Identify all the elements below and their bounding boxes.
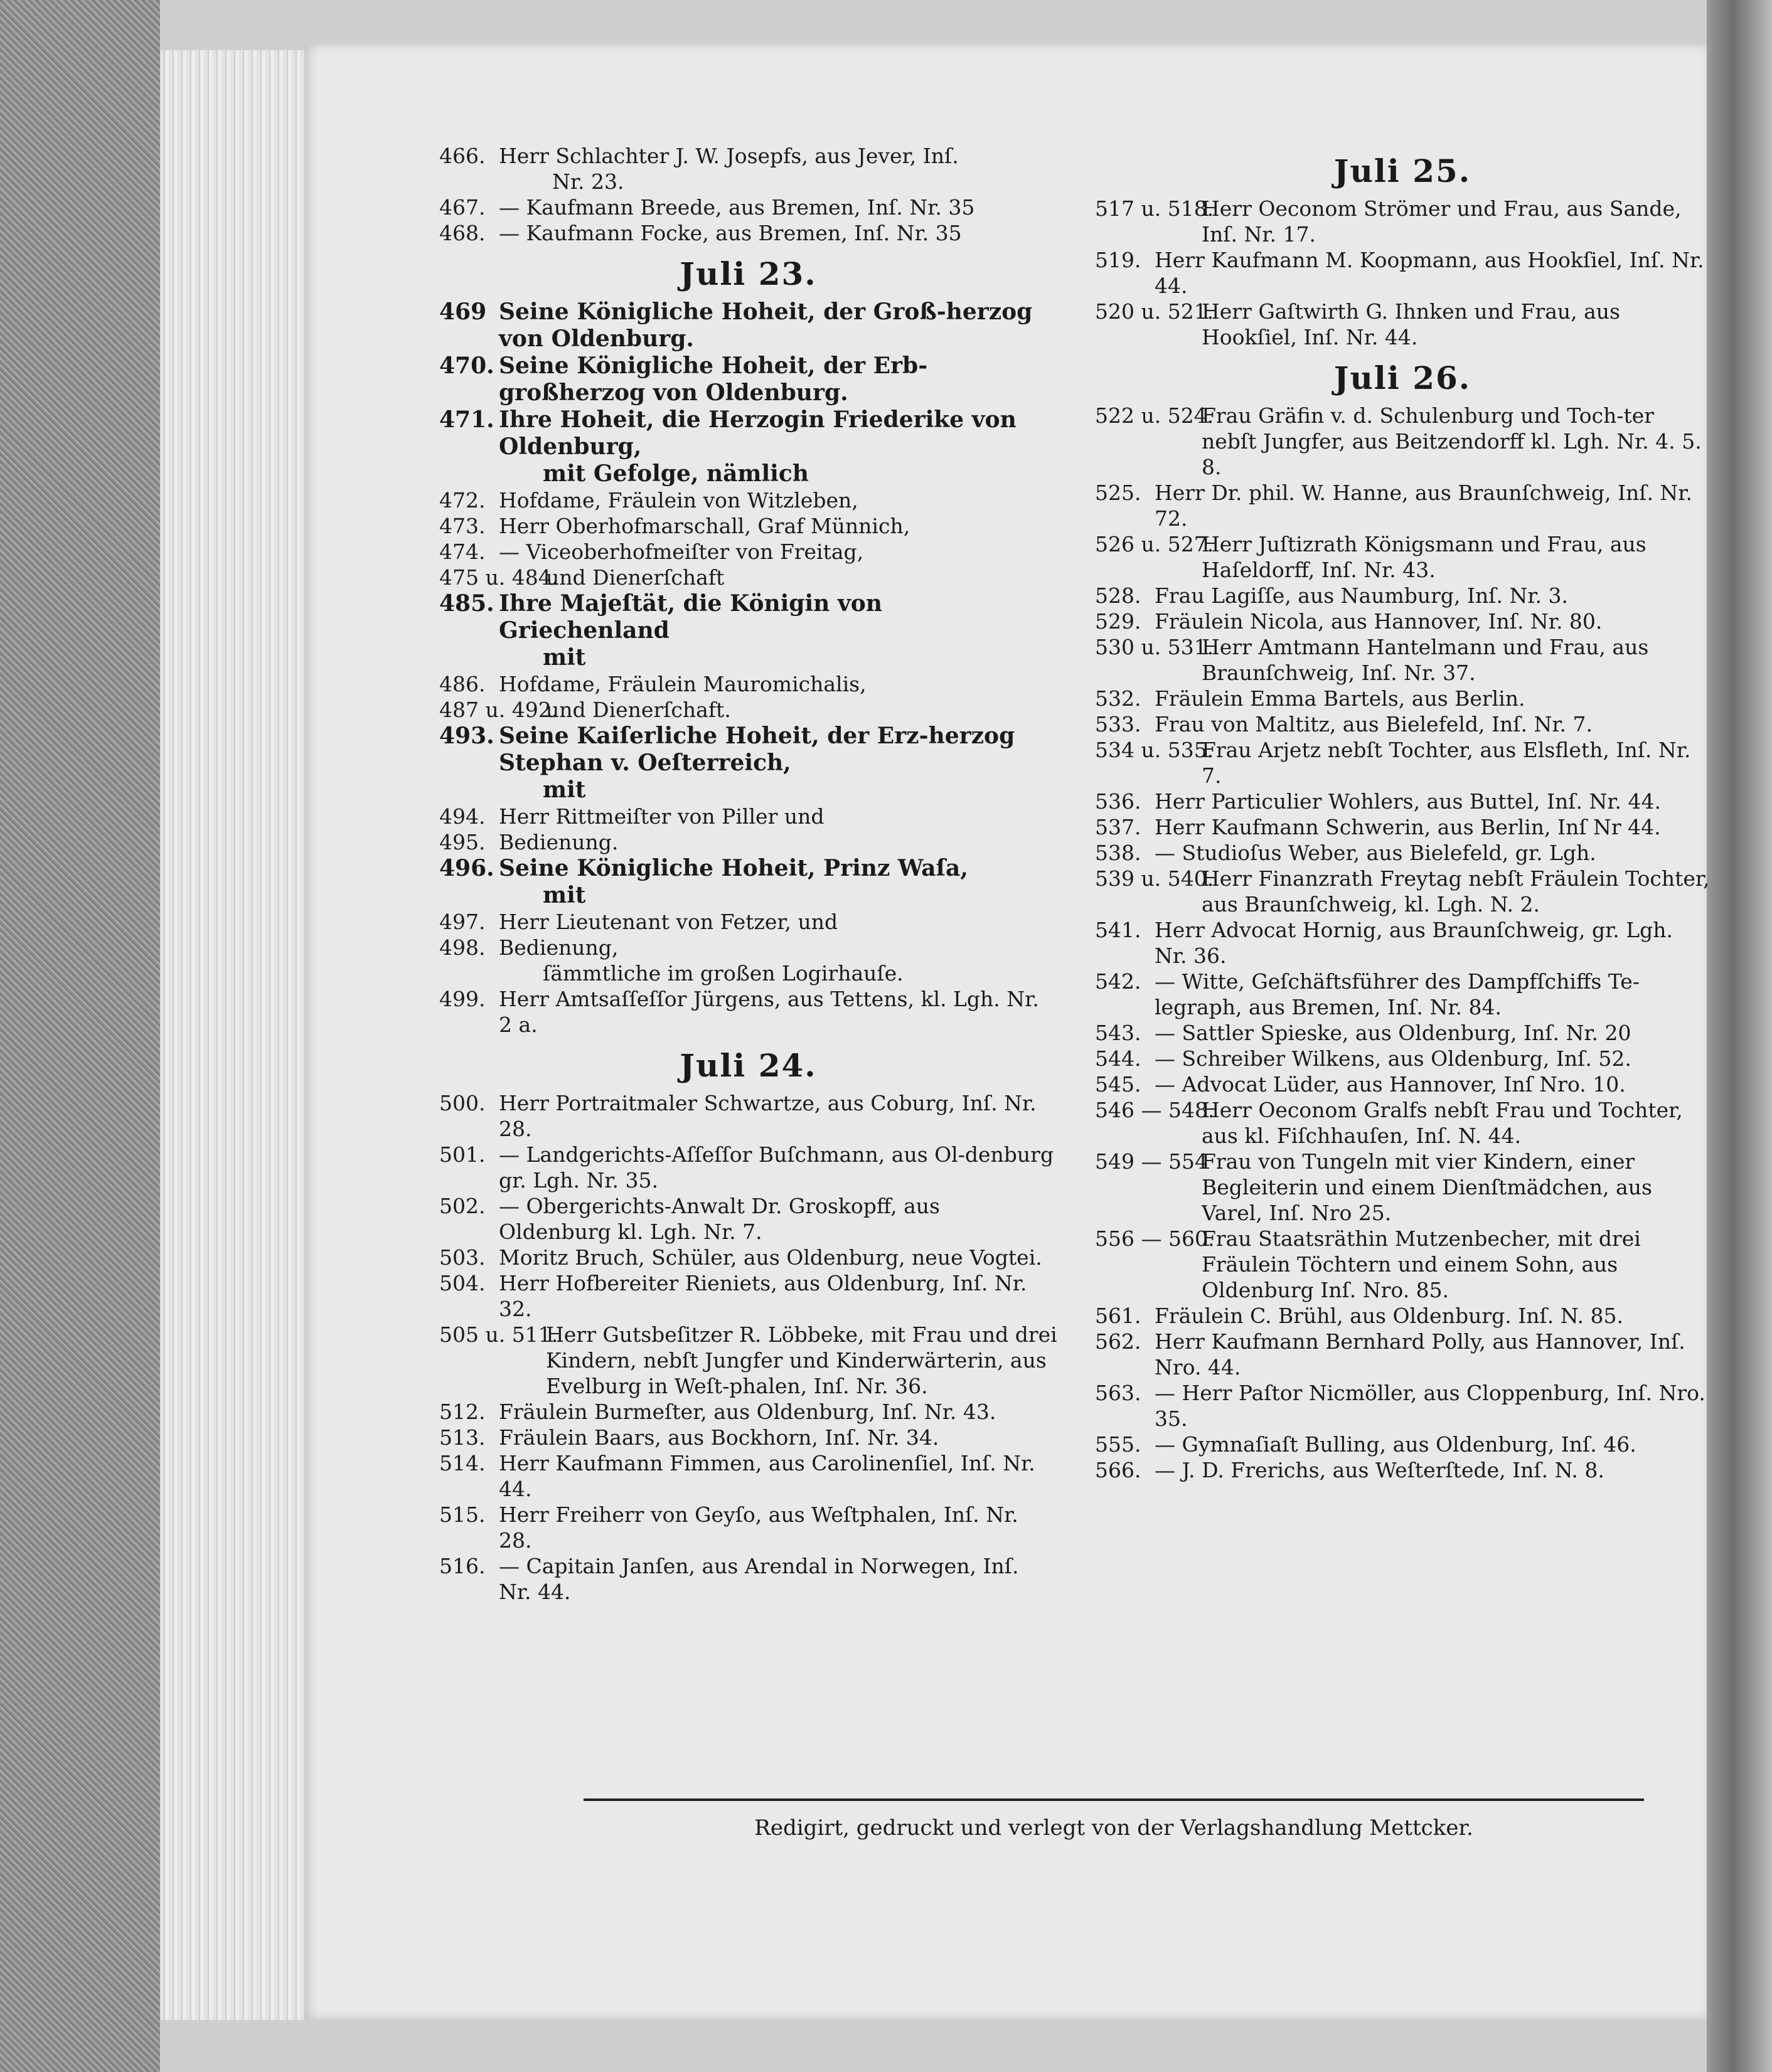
entry-number: 534 u. 535.	[1095, 738, 1214, 762]
guest-entry	[1095, 789, 1710, 814]
guest-entry	[1095, 403, 1710, 480]
entry-text: Herr Kaufmann M. Koopmann, aus Hookſiel, Inſ. Nr. 44.	[1155, 248, 1704, 298]
entry-number: 520 u. 521.	[1095, 299, 1214, 324]
guest-entry	[1095, 299, 1710, 350]
guest-entry	[439, 909, 1057, 935]
entry-text: — Landgerichts-Aſſeſſor Buſchmann, aus Ol-denburg gr. Lgh. Nr. 35.	[499, 1142, 1054, 1193]
guest-entry	[1095, 814, 1710, 840]
date-heading: Juli 25.	[1333, 152, 1471, 189]
entry-text: Herr Kaufmann Schwerin, aus Berlin, Inſ Nr 44.	[1155, 815, 1661, 839]
guest-entry	[1095, 1071, 1710, 1097]
entry-number: 502.	[439, 1194, 486, 1218]
entry-text: Herr Gaſtwirth G. Ihnken und Frau, aus Hookſiel, Inſ. Nr. 44.	[1202, 299, 1620, 349]
guest-entry	[439, 406, 1057, 487]
entry-number: 504.	[439, 1271, 486, 1295]
guest-entry	[1095, 1046, 1710, 1071]
entry-text: Herr Juſtizrath Königsmann und Frau, aus Haſeldorff, Inſ. Nr. 43.	[1202, 532, 1647, 582]
entry-text: Frau von Maltitz, aus Bielefeld, Inſ. Nr. 7.	[1155, 712, 1593, 736]
guest-entry	[1095, 866, 1710, 917]
guest-entry	[439, 855, 1057, 909]
guest-entry	[1095, 583, 1710, 608]
entry-text: — Gymnaſiaſt Bulling, aus Oldenburg, Inſ. 46.	[1155, 1432, 1636, 1457]
guest-entry	[1095, 1380, 1710, 1432]
guest-entry	[439, 1142, 1057, 1193]
guest-entry	[439, 1322, 1057, 1399]
entry-number: 498.	[439, 935, 486, 960]
date-heading: Juli 26.	[1333, 359, 1471, 396]
guest-entry	[1095, 1432, 1710, 1457]
guest-entry	[1095, 686, 1710, 711]
entry-number: 487 u. 492.	[439, 698, 558, 722]
entry-text: Seine Kaiſerliche Hoheit, der Erz-herzog Stephan v. Oeſterreich,	[499, 723, 1015, 776]
entry-text: Herr Oeconom Gralfs nebſt Frau und Tochter, aus kl. Fiſchhauſen, Inſ. N. 44.	[1202, 1098, 1683, 1148]
entry-number: 519.	[1095, 248, 1141, 272]
guest-entry	[439, 829, 1057, 855]
entry-number: 467.	[439, 195, 486, 220]
entry-number: 499.	[439, 987, 486, 1011]
entry-number: 562.	[1095, 1329, 1141, 1354]
guest-entry	[1095, 711, 1710, 737]
entry-number: 470.	[439, 353, 494, 379]
entry-number: 501.	[439, 1142, 486, 1167]
entry-text: Herr Gutsbeſitzer R. Löbbeke, mit Frau und drei Kindern, nebſt Jungfer und Kinderwärterin, aus Evelburg in Weſt-phalen, Inſ. Nr. 36.	[546, 1322, 1057, 1398]
guest-entry	[439, 565, 1057, 590]
entry-text: — Witte, Geſchäftsführer des Dampfſchiffs Te-legraph, aus Bremen, Inſ. Nr. 84.	[1155, 969, 1640, 1019]
entry-number: 522 u. 524.	[1095, 403, 1214, 428]
entry-text: Herr Amtsaſſeſſor Jürgens, aus Tettens, kl. Lgh. Nr. 2 a.	[499, 987, 1039, 1037]
guest-entry	[1095, 1226, 1710, 1303]
entry-text: und Dienerſchaft	[546, 565, 725, 590]
guest-entry	[1095, 247, 1710, 299]
guest-entry	[439, 1245, 1057, 1270]
guest-entry	[439, 804, 1057, 829]
entry-number: 542.	[1095, 969, 1141, 994]
guest-entry	[1095, 1303, 1710, 1329]
entry-number: 495.	[439, 830, 486, 854]
right-column	[1095, 143, 1710, 1483]
guest-entry	[439, 590, 1057, 671]
entry-text: — Kaufmann Focke, aus Bremen, Inſ. Nr. 35	[499, 221, 962, 245]
entry-text: Herr Particulier Wohlers, aus Buttel, Inſ. Nr. 44.	[1155, 789, 1661, 814]
guest-entry	[439, 353, 1057, 406]
entry-number: 515.	[439, 1502, 486, 1527]
entry-text: — Schreiber Wilkens, aus Oldenburg, Inſ. 52.	[1155, 1046, 1631, 1071]
entry-number: 514.	[439, 1451, 486, 1475]
entry-number: 555.	[1095, 1432, 1141, 1457]
entry-number: 466.	[439, 144, 486, 168]
entry-text: Hofdame, Fräulein von Witzleben,	[499, 488, 858, 513]
entry-number: 516.	[439, 1554, 486, 1578]
entry-number: 512.	[439, 1400, 486, 1424]
guest-entry	[1095, 840, 1710, 866]
entry-number: 530 u. 531.	[1095, 635, 1214, 659]
entry-text: Herr Oeconom Strömer und Frau, aus Sande, Inſ. Nr. 17.	[1202, 196, 1682, 247]
entry-text: — Herr Paſtor Nicmöller, aus Cloppenburg, Inſ. Nro. 35.	[1155, 1381, 1705, 1431]
date-heading: Juli 24.	[680, 1047, 817, 1084]
entry-number: 505 u. 511.	[439, 1322, 558, 1347]
entry-number: 539 u. 540.	[1095, 866, 1214, 891]
entry-number: 486.	[439, 672, 486, 696]
guest-entry	[1095, 480, 1710, 531]
entry-text: Frau Gräfin v. d. Schulenburg und Toch-ter nebſt Jungfer, aus Beitzendorff kl. Lgh. Nr. 4. 5. 8.	[1202, 403, 1702, 479]
guest-entry	[1095, 969, 1710, 1020]
entry-text: — Sattler Spieske, aus Oldenburg, Inſ. Nr. 20	[1155, 1021, 1631, 1045]
entry-text: Herr Amtmann Hantelmann und Frau, aus Braunſchweig, Inſ. Nr. 37.	[1202, 635, 1649, 685]
guest-entry	[1095, 196, 1710, 247]
left-column	[439, 143, 1057, 1605]
entry-text: Fräulein Nicola, aus Hannover, Inſ. Nr. 80.	[1155, 609, 1603, 634]
guest-entry	[439, 1553, 1057, 1605]
entry-subline: mit	[543, 644, 586, 671]
entry-number: 532.	[1095, 686, 1141, 711]
entry-number: 533.	[1095, 712, 1141, 736]
entry-number: 528.	[1095, 583, 1141, 608]
entry-number: 500.	[439, 1091, 486, 1115]
entry-text: Frau Staatsräthin Mutzenbecher, mit drei Fräulein Töchtern und einem Sohn, aus Oldenburg Inſ. Nro. 85.	[1202, 1226, 1641, 1302]
guest-entry	[439, 1502, 1057, 1553]
guest-entry	[1095, 737, 1710, 789]
entry-number: 561.	[1095, 1304, 1141, 1328]
guest-entry	[439, 1090, 1057, 1142]
entry-text: Herr Freiherr von Geyſo, aus Weſtphalen, Inſ. Nr. 28.	[499, 1502, 1018, 1553]
guest-entry	[439, 935, 1057, 986]
entry-text: — Studioſus Weber, aus Bielefeld, gr. Lgh.	[1155, 841, 1596, 865]
entry-number: 545.	[1095, 1072, 1141, 1097]
entry-text: Herr Kaufmann Bernhard Polly, aus Hannover, Inſ. Nro. 44.	[1155, 1329, 1685, 1379]
entry-text: Herr Finanzrath Freytag nebſt Fräulein Tochter, aus Braunſchweig, kl. Lgh. N. 2.	[1202, 866, 1710, 916]
guest-entry	[439, 986, 1057, 1038]
guest-entry	[439, 1193, 1057, 1245]
entry-text: — J. D. Frerichs, aus Weſterſtede, Inſ. N. 8.	[1155, 1458, 1604, 1482]
entry-subline: mit	[543, 777, 586, 803]
entry-number: 468.	[439, 221, 486, 245]
entry-text: Frau von Tungeln mit vier Kindern, einer Begleiterin und einem Dienſtmädchen, aus Varel, Inſ. Nro 25.	[1202, 1149, 1652, 1225]
entry-number: 546 — 548.	[1095, 1098, 1215, 1122]
entry-number: 538.	[1095, 841, 1141, 865]
entry-text: — Advocat Lüder, aus Hannover, Inſ Nro. 10.	[1155, 1072, 1626, 1097]
entry-text: — Viceoberhofmeiſter von Freitag,	[499, 539, 864, 564]
entry-text: — Obergerichts-Anwalt Dr. Groskopff, aus Oldenburg kl. Lgh. Nr. 7.	[499, 1194, 940, 1244]
entry-text: — Capitain Janſen, aus Arendal in Norwegen, Inſ. Nr. 44.	[499, 1554, 1019, 1604]
entry-text: Herr Rittmeiſter von Piller und	[499, 804, 825, 829]
entry-number: 541.	[1095, 918, 1141, 942]
entry-subline: mit	[543, 882, 586, 908]
entry-number: 475 u. 484.	[439, 565, 558, 590]
entry-number: 543.	[1095, 1021, 1141, 1045]
entry-number: 472.	[439, 488, 486, 513]
guest-entry	[439, 1399, 1057, 1425]
entry-text: Herr Schlachter J. W. Josepfs, aus Jever, Inſ.	[499, 144, 959, 168]
entry-text: Herr Lieutenant von Fetzer, und	[499, 910, 838, 934]
book-spine	[0, 0, 160, 2072]
entry-number: 469	[439, 299, 487, 325]
entry-number: 513.	[439, 1425, 486, 1450]
date-heading: Juli 23.	[680, 255, 817, 292]
entry-text: Moritz Bruch, Schüler, aus Oldenburg, neue Vogtei.	[499, 1245, 1042, 1270]
guest-entry	[439, 1450, 1057, 1502]
guest-entry	[439, 1425, 1057, 1450]
entry-number: 517 u. 518.	[1095, 196, 1214, 221]
guest-entry	[1095, 1149, 1710, 1226]
guest-entry	[1095, 531, 1710, 583]
entry-number: 566.	[1095, 1458, 1141, 1482]
guest-entry	[1095, 1457, 1710, 1483]
entry-subline: ſämmtliche im großen Logirhauſe.	[543, 961, 904, 986]
guest-entry	[439, 723, 1057, 804]
entry-text: Bedienung,	[499, 935, 619, 960]
entry-text: Frau Arjetz nebſt Tochter, aus Elsfleth, Inſ. Nr. 7.	[1202, 738, 1691, 788]
guest-entry	[439, 1270, 1057, 1322]
entry-number: 474.	[439, 539, 486, 564]
entry-text: Frau Lagiſſe, aus Naumburg, Inſ. Nr. 3.	[1155, 583, 1568, 608]
entry-text: Fräulein C. Brühl, aus Oldenburg. Inſ. N. 85.	[1155, 1304, 1623, 1328]
guest-entry	[1095, 634, 1710, 686]
guest-entry	[439, 220, 1057, 246]
guest-entry	[1095, 917, 1710, 969]
entry-text: Herr Dr. phil. W. Hanne, aus Braunſchweig, Inſ. Nr. 72.	[1155, 481, 1692, 531]
imprint-footer: Redigirt, gedruckt und verlegt von der Verlagshandlung Mettcker.	[754, 1815, 1473, 1841]
page-edges	[160, 50, 306, 2020]
guest-entry	[1095, 1329, 1710, 1380]
entry-text: Herr Portraitmaler Schwartze, aus Coburg, Inſ. Nr. 28.	[499, 1091, 1037, 1141]
entry-number: 494.	[439, 804, 486, 829]
guest-entry	[439, 194, 1057, 220]
entry-number: 485.	[439, 590, 494, 617]
entry-text: — Kaufmann Breede, aus Bremen, Inſ. Nr. 35	[499, 195, 975, 220]
entry-number: 529.	[1095, 609, 1141, 634]
guest-entry	[1095, 1020, 1710, 1046]
guest-entry	[439, 539, 1057, 565]
entry-subline: mit Gefolge, nämlich	[543, 460, 809, 487]
entry-text: Ihre Hoheit, die Herzogin Friederike von Oldenburg,	[499, 406, 1017, 460]
guest-entry	[439, 671, 1057, 697]
guest-entry	[1095, 1097, 1710, 1149]
entry-number: 537.	[1095, 815, 1141, 839]
guest-entry	[439, 143, 1057, 194]
guest-entry	[439, 513, 1057, 539]
entry-text: Bedienung.	[499, 830, 619, 854]
entry-text: Seine Königliche Hoheit, Prinz Waſa,	[499, 855, 968, 881]
entry-number: 473.	[439, 514, 486, 538]
entry-number: 503.	[439, 1245, 486, 1270]
entry-text: Hofdame, Fräulein Mauromichalis,	[499, 672, 867, 696]
guest-entry	[1095, 608, 1710, 634]
entry-number: 536.	[1095, 789, 1141, 814]
guest-entry	[439, 487, 1057, 513]
entry-continuation: Nr. 23.	[552, 169, 624, 194]
entry-number: 525.	[1095, 481, 1141, 505]
guest-entry	[439, 697, 1057, 723]
entry-number: 544.	[1095, 1046, 1141, 1071]
entry-number: 526 u. 527.	[1095, 532, 1214, 556]
entry-text: Ihre Majeſtät, die Königin von Griechenland	[499, 590, 882, 644]
entry-text: Fräulein Burmeſter, aus Oldenburg, Inſ. Nr. 43.	[499, 1400, 996, 1424]
entry-number: 556 — 560.	[1095, 1226, 1215, 1251]
entry-number: 563.	[1095, 1381, 1141, 1405]
entry-text: Seine Königliche Hoheit, der Groß-herzog von Oldenburg.	[499, 299, 1033, 352]
entry-text: Fräulein Emma Bartels, aus Berlin.	[1155, 686, 1525, 711]
guest-entry	[439, 299, 1057, 353]
entry-text: Herr Hofbereiter Rieniets, aus Oldenburg, Inſ. Nr. 32.	[499, 1271, 1027, 1321]
entry-text: und Dienerſchaft.	[546, 698, 731, 722]
entry-text: Herr Oberhofmarschall, Graf Münnich,	[499, 514, 910, 538]
entry-number: 471.	[439, 406, 494, 433]
entry-text: Seine Königliche Hoheit, der Erb-großherzog von Oldenburg.	[499, 353, 928, 406]
entry-number: 493.	[439, 723, 494, 749]
entry-number: 497.	[439, 910, 486, 934]
footer-rule	[584, 1798, 1644, 1801]
entry-text: Herr Kaufmann Fimmen, aus Carolinenſiel, Inſ. Nr. 44.	[499, 1451, 1035, 1501]
book-right-edge	[1707, 0, 1772, 2072]
entry-number: 496.	[439, 855, 494, 881]
entry-number: 549 — 554	[1095, 1149, 1208, 1174]
entry-text: Fräulein Baars, aus Bockhorn, Inſ. Nr. 34.	[499, 1425, 939, 1450]
entry-text: Herr Advocat Hornig, aus Braunſchweig, gr. Lgh. Nr. 36.	[1155, 918, 1673, 968]
